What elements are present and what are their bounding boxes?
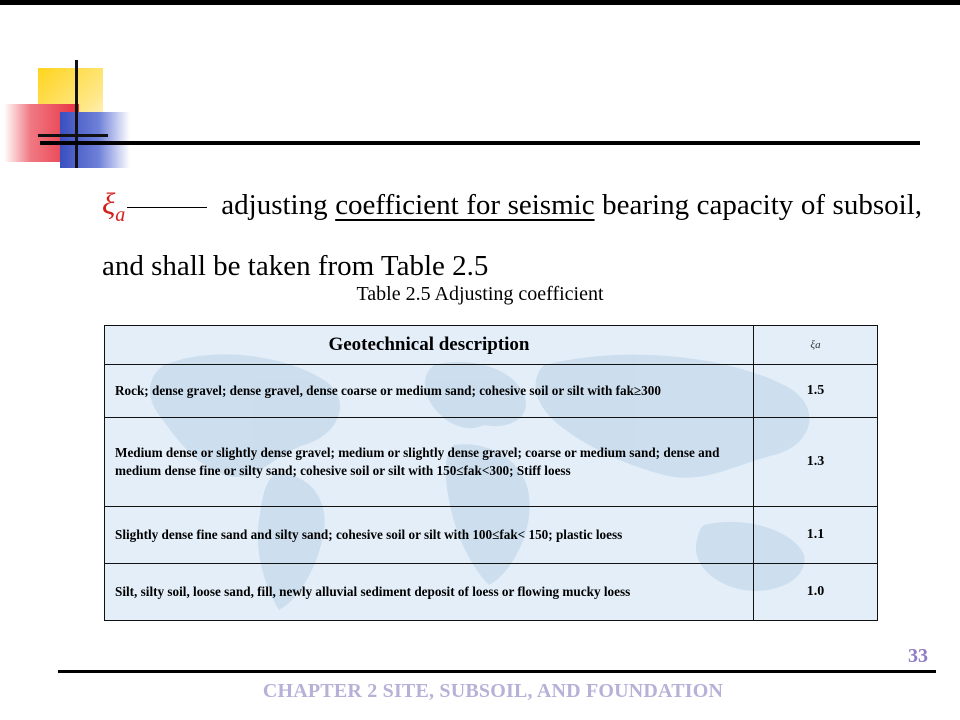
page-number: 33 <box>908 645 928 667</box>
chapter-footer: CHAPTER 2 SITE, SUBSOIL, AND FOUNDATION <box>262 680 724 702</box>
text-after: bearing capacity of subsoil, and shall be taken from Table 2.5 <box>102 189 922 283</box>
underlined-phrase: coefficient for seismic <box>335 189 595 221</box>
row-value: 1.1 <box>753 506 877 563</box>
table-row <box>105 418 878 507</box>
header-description: Geotechnical description <box>105 326 754 365</box>
xi-symbol: $\xi_a$ <box>102 186 126 227</box>
deco-horizontal-line <box>38 134 108 137</box>
adjusting-coefficient-table <box>104 325 878 621</box>
table-row <box>105 506 878 563</box>
deco-vertical-line <box>75 60 78 168</box>
row-description: Slightly dense fine sand and silty sand; cohesive soil or silt with 100≤fak< 150; plastic loess <box>105 506 754 563</box>
corner-decoration-logo <box>0 60 140 170</box>
row-description: Rock; dense gravel; dense gravel, dense coarse or medium sand; cohesive soil or silt with fak≥300 <box>105 365 754 418</box>
coefficient-table-container <box>104 325 878 621</box>
definition-paragraph <box>102 178 922 292</box>
row-value: 1.5 <box>753 365 877 418</box>
table-row <box>105 563 878 620</box>
header-rule <box>40 141 920 145</box>
row-description: Silt, silty soil, loose sand, fill, newly alluvial sediment deposit of loess or flowing mucky loess <box>105 563 754 620</box>
table-row <box>105 365 878 418</box>
row-value: 1.0 <box>753 563 877 620</box>
row-description: Medium dense or slightly dense gravel; medium or slightly dense gravel; coarse or medium sand; dense and medium dense fine or silty sand; cohesive soil or silt with 150≤fak<300; Stiff loess <box>105 418 754 507</box>
table-caption: Table 2.5 Adjusting coefficient <box>356 283 604 305</box>
table-header-row <box>105 326 878 365</box>
footer-rule <box>58 670 936 673</box>
text-before: adjusting <box>221 189 336 221</box>
header-xi: ξa <box>753 326 877 365</box>
em-dash-line <box>127 207 207 208</box>
deco-blue-square <box>60 112 130 168</box>
top-border <box>0 0 960 5</box>
row-value: 1.3 <box>753 418 877 507</box>
